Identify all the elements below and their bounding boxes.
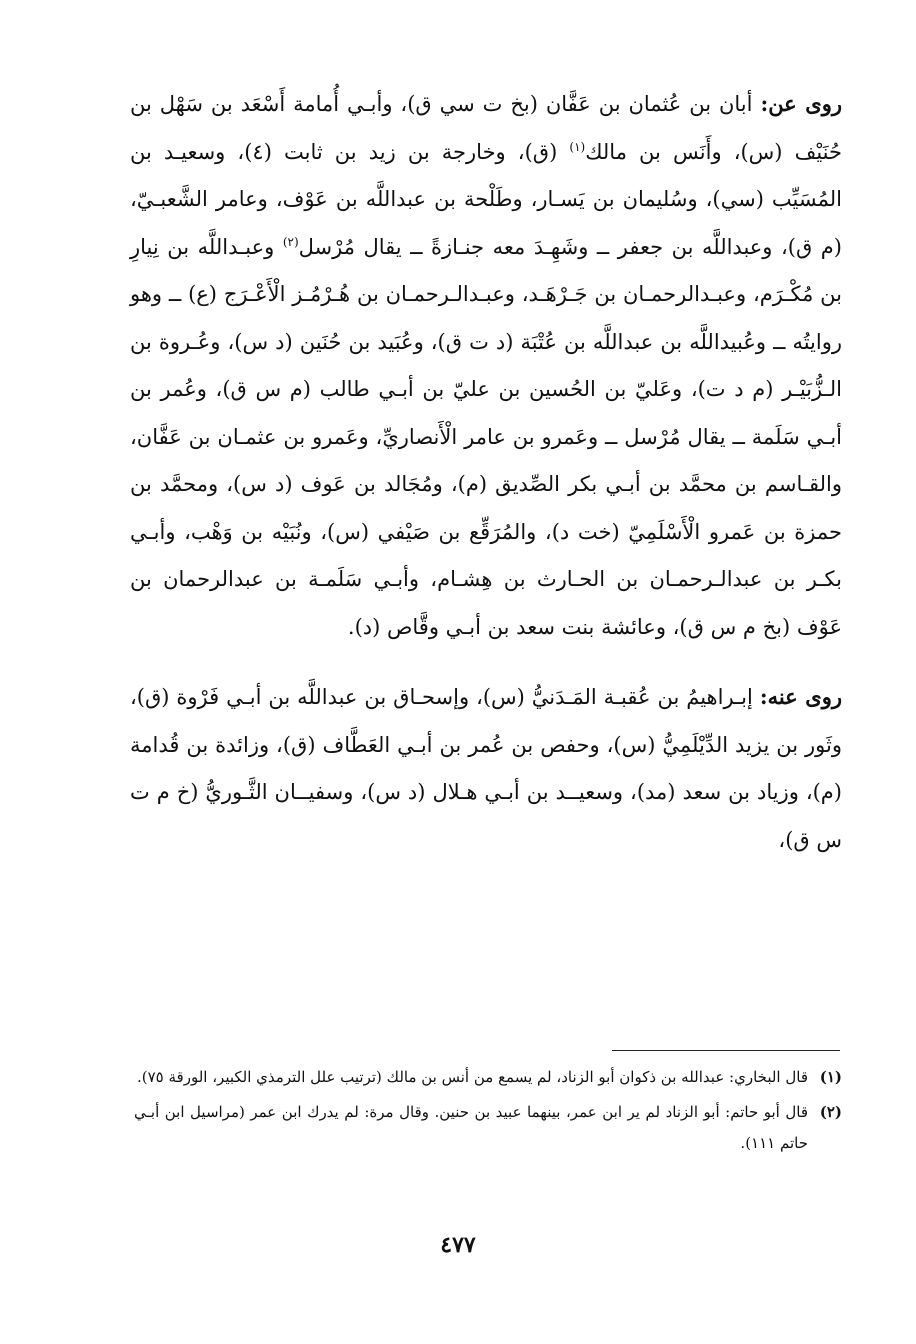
footnote-ref-2: (٢): [282, 234, 299, 249]
narrated-by-heading: روى عنه:: [759, 684, 842, 709]
footnote-ref-1: (١): [569, 139, 586, 154]
narrated-from-text-1: أبان بن عُثمان بن عَفَّان (بخ ت سي ق)، وأبـي أُمامة أَسْعَد بن سَهْل بن حُنَيْف (س)، وأَنَس بن مالك: [130, 92, 842, 164]
footnote-1: [134, 1062, 842, 1093]
narrated-by-paragraph: [130, 673, 842, 864]
narrated-by-text: إبـراهيمُ بن عُقبـة المَـدَنيُّ (س)، وإسحـاق بن عبداللَّه بن أبـي فَرْوة (ق)، وثَور بن يزيد الدِّيْلَمِيُّ (س)، وحفص بن عُمر بن أبـي العَطَّاف (ق)، وزائدة بن قُدامة (م)، وزياد بن سعد (مد)، وسعيــد بن أبـي هـلال (د س)، وسفيــان الثَّـوريُّ (خ م ت س ق)،: [130, 685, 842, 852]
footnote-2: [134, 1097, 842, 1159]
page-number: ٤٧٧: [440, 1232, 476, 1258]
narrated-from-text-3: وعبـداللَّه بن نِيارِ بن مُكْـرَم، وعبـدالرحمـان بن جَـرْهَـد، وعبـدالـرحمـان بن هُـرْمُـز الْأَعْـرَج (ع) ــ وهو روايتُه ــ وعُبيداللَّه بن عبداللَّه بن عُتْبَة (د ت ق)، وعُبَيد بن حُنَين (د س)، وعُـروة بن الـزُّبَيْـر (م د ت)، وعَليّ بن الحُسين بن عليّ بن أبـي طالب (م س ق)، وعُمر بن أبـي سَلَمة ــ يقال مُرْسل ــ وعَمرو بن عامر الْأَنصاريِّ، وعَمرو بن عثمـان بن عَفَّان، والقـاسم بن محمَّد بن أبـي بكر الصِّديق (م)، ومُجَالد بن عَوف (د س)، ومحمَّد بن حمزة بن عَمرو الْأَسْلَمِيّ (خت د)، والمُرَقِّع بن صَيْفي (س)، ونُبَيْه بن وَهْب، وأبـي بكـر بن عبدالـرحمـان بن الحـارث بن هِشـام، وأبـي سَلَمـة بن عبدالرحمان بن عَوْف (بخ م س ق)، وعائشة بنت سعد بن أبـي وقَّاص (د).: [130, 234, 842, 639]
narrated-from-paragraph: [130, 80, 842, 651]
footnotes: [134, 1062, 842, 1163]
main-text: [130, 80, 842, 864]
footnote-1-text: قال البخاري: عبدالله بن ذكوان أبو الزناد، لم يسمع من أنس بن مالك (ترتيب علل الترمذي الكبير، الورقة ٧٥).: [136, 1068, 808, 1086]
footnote-2-number: (٢): [819, 1103, 842, 1121]
narrated-from-heading: روى عن:: [760, 91, 842, 116]
footnote-2-text: قال أبو حاتم: أبو الزناد لم ير ابن عمر، بينهما عبيد بن حنين. وقال مرة: لم يدرك ابن عمر (مراسيل ابن أبـي حاتم ١١١).: [134, 1103, 808, 1152]
footnote-1-number: (١): [819, 1068, 842, 1086]
footnote-divider: [612, 1050, 840, 1051]
narrated-from-text-2: (ق)، وخارجة بن زيد بن ثابت (٤)، وسعيـد بن المُسَيِّب (سي)، وسُليمان بن يَسـار، وطَلْحة بن عبداللَّه بن عَوْف، وعامر الشَّعبـيّ، (م ق)، وعبداللَّه بن جعفر ــ وشَهِـدَ معه جنـازةً ــ يقال مُرْسل: [130, 139, 843, 259]
